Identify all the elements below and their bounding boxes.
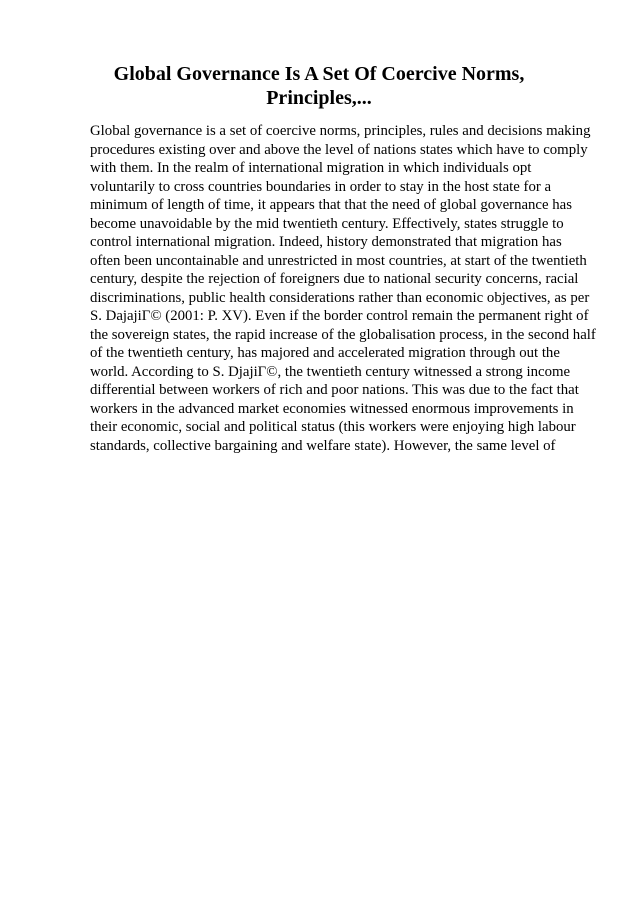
- document-title: [60, 62, 578, 110]
- title-line: Global Governance Is A Set Of Coercive Norms,: [113, 63, 525, 85]
- body-line: their economic, social and political status (this workers were enjoying high labour: [90, 419, 576, 435]
- body-line: workers in the advanced market economies witnessed enormous improvements in: [90, 400, 574, 417]
- body-line: control international migration. Indeed, history demonstrated that migration has: [90, 234, 562, 250]
- body-line: differential between workers of rich and poor nations. This was due to the fact that: [90, 382, 579, 398]
- body-line: S. DajajiΓ© (2001: P. XV). Even if the border control remain the permanent right of: [90, 308, 589, 324]
- body-line: minimum of length of time, it appears that that the need of global governance has: [90, 197, 572, 213]
- body-line: with them. In the realm of international migration in which individuals opt: [90, 160, 532, 176]
- body-line: of the twentieth century, has majored and accelerated migration through out the: [90, 345, 560, 361]
- body-line: Global governance is a set of coercive norms, principles, rules and decisions making: [90, 123, 591, 139]
- body-line: world. According to S. DjajiΓ©, the twentieth century witnessed a strong income: [90, 363, 571, 380]
- title-line: Principles,...: [266, 87, 372, 109]
- body-line: become unavoidable by the mid twentieth century. Effectively, states struggle to: [90, 215, 564, 232]
- body-paragraph: [90, 122, 596, 455]
- body-line: procedures existing over and above the level of nations states which have to comply: [90, 141, 588, 158]
- body-line: the sovereign states, the rapid increase of the globalisation process, in the second half: [90, 326, 596, 343]
- body-line: century, despite the rejection of foreigners due to national security concerns, racial: [90, 271, 579, 287]
- body-line: standards, collective bargaining and welfare state). However, the same level of: [90, 437, 556, 454]
- body-line: often been uncontainable and unrestricted in most countries, at start of the twentieth: [90, 252, 587, 269]
- body-line: voluntarily to cross countries boundaries in order to stay in the host state for a: [90, 178, 552, 195]
- body-line: discriminations, public health considerations rather than economic objectives, as per: [90, 289, 590, 306]
